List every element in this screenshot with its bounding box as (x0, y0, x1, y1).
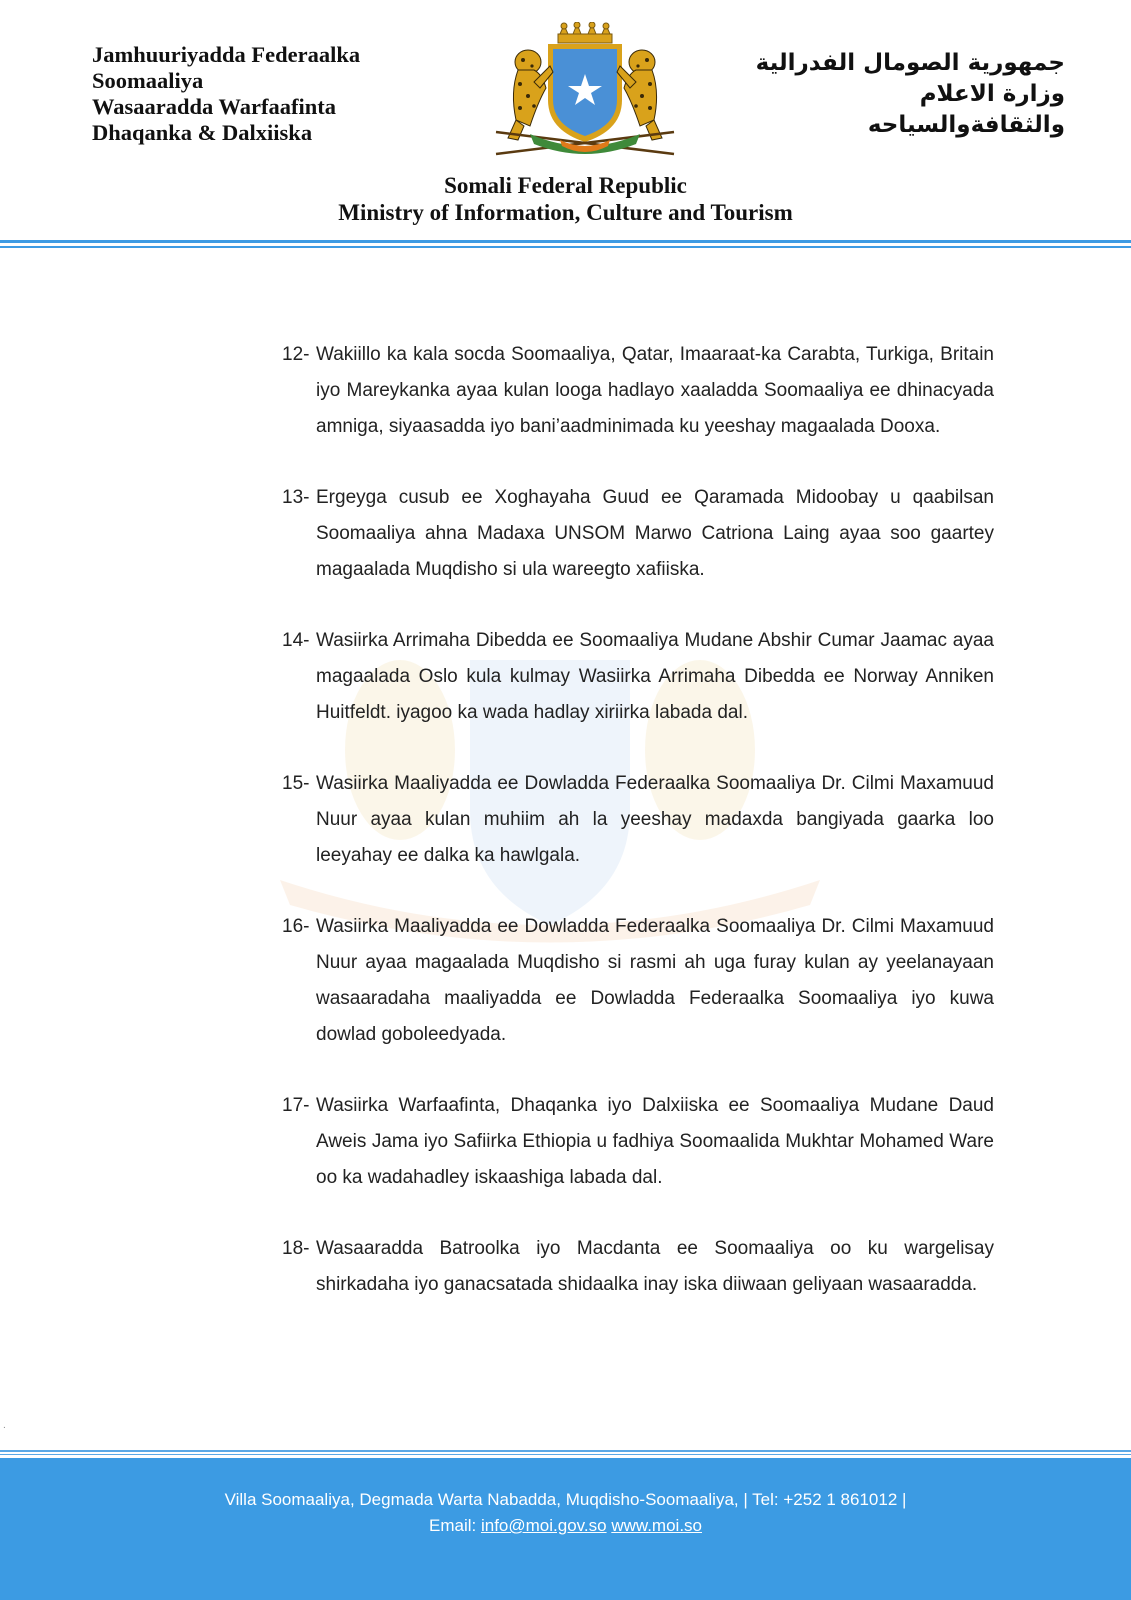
item-number: 16- (282, 916, 310, 937)
item-text: Wasiirka Arrimaha Dibedda ee Soomaaliya Mudane Abshir Cumar Jaamac ayaa magaalada Oslo kula kulmay Wasiirka Arrimaha Dibedda ee Norway Anniken Huitfeldt. iyagoo ka wada hadlay xiriirka labada dal. (316, 630, 994, 723)
header-english-line: Ministry of Information, Culture and Tourism (338, 200, 793, 225)
item-text: Wasiirka Warfaafinta, Dhaqanka iyo Dalxiiska ee Soomaaliya Mudane Daud Aweis Jama iyo Safiirka Ethiopia u fadhiya Soomaalida Mukhtar Mohamed Ware oo ka wadahadley iskaashiga labada dal. (316, 1095, 994, 1188)
item-number: 18- (282, 1238, 310, 1259)
header-somali-title (92, 42, 360, 146)
header-somali-line: Soomaaliya (92, 68, 204, 93)
item-number: 14- (282, 630, 310, 651)
footer-website-link[interactable]: www.moi.so (611, 1516, 702, 1535)
header-somali-line: Dhaqanka & Dalxiiska (92, 120, 313, 145)
header-arabic-title (756, 48, 1065, 141)
news-item (282, 1231, 994, 1303)
header-somali-line: Wasaaradda Warfaafinta (92, 94, 336, 119)
footer-address: Villa Soomaaliya, Degmada Warta Nabadda, Muqdisho-Soomaaliya, | Tel: +252 1 861012 | (224, 1490, 907, 1509)
item-number: 15- (282, 773, 310, 794)
footer-divider (0, 1450, 1131, 1452)
item-number: 12- (282, 344, 310, 365)
item-text: Wakiillo ka kala socda Soomaaliya, Qatar, Imaaraat-ka Carabta, Turkiga, Britain iyo Mareykanka ayaa kulan looga hadlayo xaaladda Soomaaliya ee dhinacyada amniga, siyaasadda iyo bani’aadminimada ku yeeshay magaalada Dooxa. (316, 344, 994, 437)
coat-of-arms-icon (490, 22, 680, 162)
header-english-line: Somali Federal Republic (444, 173, 687, 198)
footer-divider (0, 1454, 1131, 1455)
item-number: 13- (282, 487, 310, 508)
footer-contact (0, 1513, 1131, 1539)
footer-email-label: Email: (429, 1516, 477, 1535)
item-text: Wasiirka Maaliyadda ee Dowladda Federaalka Soomaaliya Dr. Cilmi Maxamuud Nuur ayaa kulan muhiim ah la yeeshay madaxda bangiyada gaarka loo leeyahay ee dalka ka hawlgala. (316, 773, 994, 866)
news-item (282, 337, 994, 445)
header-arabic-line: والثقافةوالسياحه (867, 112, 1065, 138)
news-item (282, 766, 994, 874)
item-number: 17- (282, 1095, 310, 1116)
footer-email-link[interactable]: info@moi.gov.so (480, 1516, 607, 1535)
header-arabic-line: جمهورية الصومال الفدرالية (755, 50, 1065, 76)
item-text: Wasaaradda Batroolka iyo Macdanta ee Soomaaliya oo ku wargelisay shirkadaha iyo ganacsatada shidaalka inay iska diiwaan geliyaan wasaaradda. (316, 1238, 994, 1295)
stray-mark: . (3, 1420, 6, 1431)
header-arabic-line: وزارة الاعلام (919, 81, 1065, 107)
header-somali-line: Jamhuuriyadda Federaalka (92, 42, 361, 67)
header-divider (0, 240, 1131, 243)
footer (0, 1458, 1131, 1600)
news-list (282, 337, 994, 1338)
header-divider (0, 246, 1131, 248)
item-text: Wasiirka Maaliyadda ee Dowladda Federaalka Soomaaliya Dr. Cilmi Maxamuud Nuur ayaa magaalada Muqdisho si rasmi ah uga furay kulan ay yeelanayaan wasaaradaha maaliyadda ee Dowladda Federaalka Soomaaliya iyo kuwa dowlad goboleedyada. (316, 916, 994, 1045)
news-item (282, 909, 994, 1053)
news-item (282, 623, 994, 731)
news-item (282, 1088, 994, 1196)
news-item (282, 480, 994, 588)
item-text: Ergeyga cusub ee Xoghayaha Guud ee Qaramada Midoobay u qaabilsan Soomaaliya ahna Madaxa UNSOM Marwo Catriona Laing ayaa soo gaartey magaalada Muqdisho si ula wareegto xafiiska. (316, 487, 994, 580)
header-english-title (0, 172, 1131, 226)
